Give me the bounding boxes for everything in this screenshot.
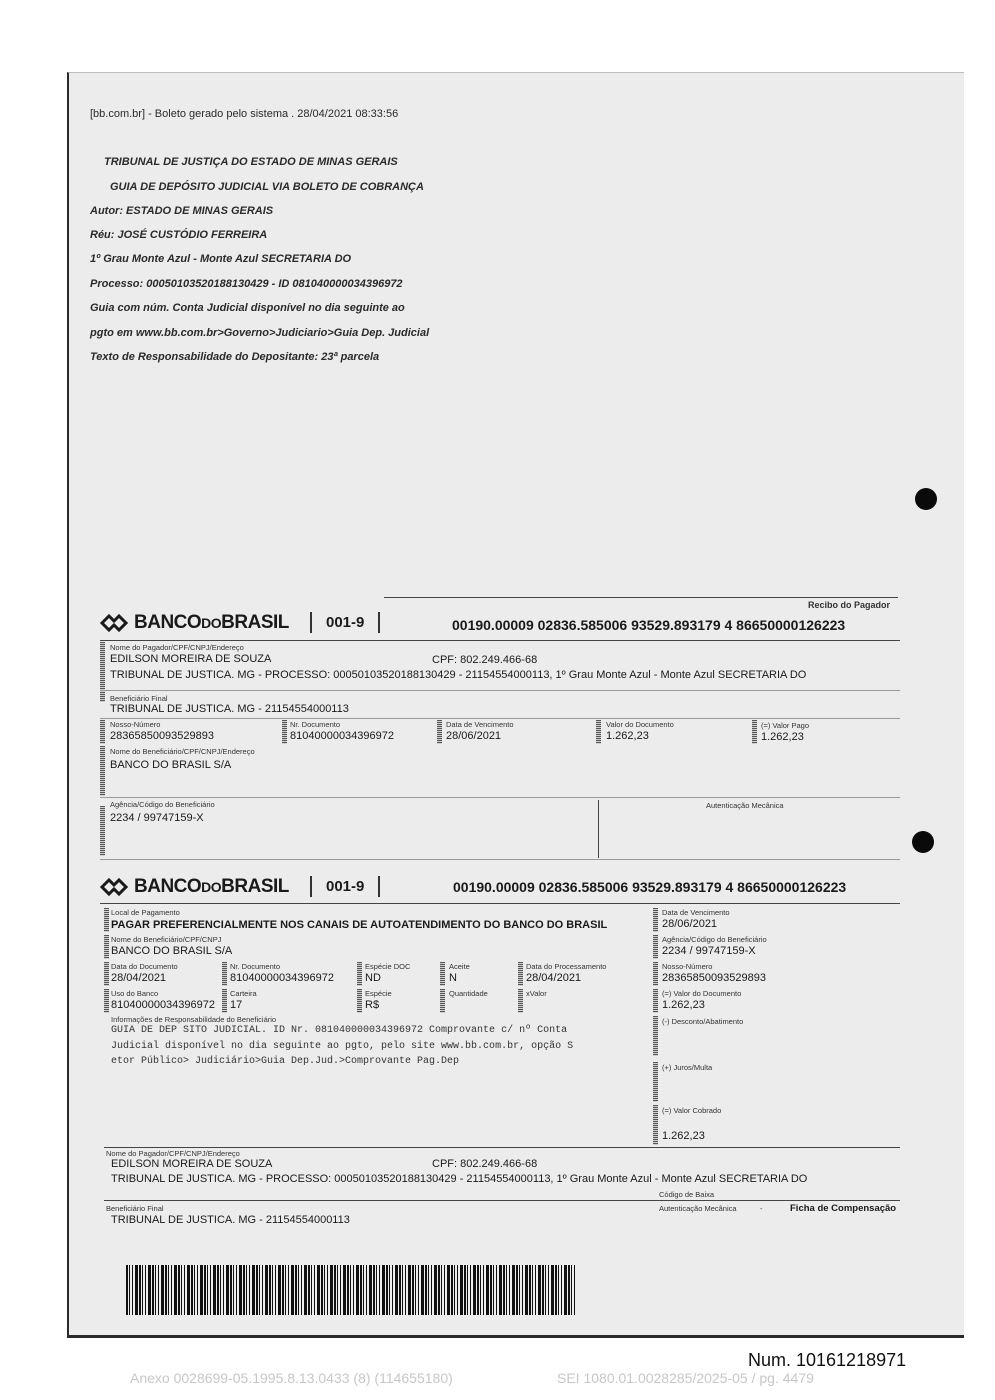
annex-reference: Anexo 0028699-05.1995.8.13.0433 (8) (114655180): [130, 1370, 453, 1386]
slip-info-label: Informações de Responsabilidade do Beneficiário: [111, 1015, 277, 1024]
bank-name-part2: DO: [201, 879, 222, 895]
digitable-line-slip: 00190.00009 02836.585006 93529.893179 4 86650000126223: [453, 879, 847, 895]
receipt-vencimento-label: Data de Vencimento: [446, 720, 514, 729]
header-line-author: Autor: ESTADO DE MINAS GERAIS: [90, 205, 274, 217]
slip-nosso-numero: 28365850093529893: [662, 972, 767, 984]
rule: [100, 690, 900, 691]
rule: [104, 1147, 900, 1148]
slip-payer-label: Nome do Pagador/CPF/CNPJ/Endereço: [106, 1149, 240, 1158]
slip-info-line-1: GUIA DE DEP SITO JUDICIAL. ID Nr. 081040000034396972 Comprovante c/ nº Conta: [111, 1025, 568, 1036]
slip-agency: 2234 / 99747159-X: [662, 945, 756, 957]
receipt-final-beneficiary-label: Beneficiário Final: [110, 694, 168, 703]
slip-desconto-label: (-) Desconto/Abatimento: [662, 1017, 744, 1026]
slip-beneficiary: BANCO DO BRASIL S/A: [111, 945, 233, 957]
rule: [100, 797, 900, 798]
slip-carteira-label: Carteira: [230, 989, 257, 998]
bb-logo-icon: [100, 613, 128, 633]
bank-logo-slip: [100, 876, 289, 898]
slip-local: PAGAR PREFERENCIALMENTE NOS CANAIS DE AUTOATENDIMENTO DO BANCO DO BRASIL: [111, 919, 608, 931]
punch-hole-bottom: [912, 831, 934, 853]
receipt-valor-doc-label: Valor do Documento: [606, 720, 674, 729]
field-marker: [653, 908, 658, 932]
slip-nosso-numero-label: Nosso-Número: [662, 962, 713, 971]
bank-name-part2: DO: [201, 615, 222, 631]
receipt-nosso-numero-label: Nosso-Número: [110, 720, 161, 729]
slip-beneficiary-label: Nome do Beneficiário/CPF/CNPJ: [111, 935, 222, 944]
field-marker: [357, 962, 362, 986]
receipt-beneficiary-label: Nome do Beneficiário/CPF/CNPJ/Endereço: [110, 747, 255, 756]
field-marker: [653, 1105, 658, 1145]
bank-name-part3: BRASIL: [221, 612, 289, 633]
receipt-payer-cpf: CPF: 802.249.466-68: [432, 654, 538, 666]
rule: [104, 1200, 900, 1201]
bank-code-receipt: 001-9: [310, 612, 380, 633]
header-line-jurisdiction: 1º Grau Monte Azul - Monte Azul SECRETARIA DO: [90, 253, 352, 265]
slip-local-label: Local de Pagamento: [111, 908, 180, 917]
slip-especie-doc: ND: [365, 972, 381, 984]
bank-code-slip: 001-9: [310, 876, 380, 897]
divider: [598, 800, 599, 858]
field-marker: [222, 962, 227, 986]
slip-nr-doc-label: Nr. Documento: [230, 962, 281, 971]
slip-xvalor-label: xValor: [526, 989, 547, 998]
header-line-defendant: Réu: JOSÉ CUSTÓDIO FERREIRA: [90, 229, 268, 241]
bank-name-part1: BANCO: [134, 876, 202, 897]
slip-payer-cpf: CPF: 802.249.466-68: [432, 1158, 538, 1170]
field-marker: [104, 962, 109, 986]
slip-valor-doc-label: (=) Valor do Documento: [662, 989, 742, 998]
receipt-payer-name: EDILSON MOREIRA DE SOUZA: [110, 653, 272, 665]
slip-uso-banco: 81040000034396972: [111, 999, 216, 1011]
receipt-valor-pago-label: (=) Valor Pago: [761, 721, 810, 730]
bb-logo-icon: [100, 877, 128, 897]
receipt-valor-pago: 1.262,23: [761, 731, 804, 743]
header-line-court: TRIBUNAL DE JUSTIÇA DO ESTADO DE MINAS GERAIS: [104, 156, 398, 168]
field-marker: [440, 989, 445, 1013]
slip-autenticacao-label: Autenticação Mecânica: [659, 1204, 737, 1213]
receipt-title: Recibo do Pagador: [808, 600, 891, 610]
receipt-nr-documento: 81040000034396972: [290, 730, 395, 742]
slip-codigo-baixa-label: Código de Baixa: [659, 1190, 715, 1199]
field-marker: [518, 989, 523, 1013]
slip-aceite-label: Aceite: [449, 962, 470, 971]
slip-data-proc-label: Data do Processamento: [526, 962, 607, 971]
slip-nr-doc: 81040000034396972: [230, 972, 335, 984]
generated-timestamp: [bb.com.br] - Boleto gerado pelo sistema . 28/04/2021 08:33:56: [90, 108, 399, 120]
receipt-vencimento: 28/06/2021: [446, 730, 502, 742]
header-line-account: Guia com núm. Conta Judicial disponível no dia seguinte ao: [90, 302, 405, 314]
rule: [100, 859, 900, 860]
slip-data-doc: 28/04/2021: [111, 972, 167, 984]
slip-valor-doc: 1.262,23: [662, 999, 705, 1011]
receipt-agency: 2234 / 99747159-X: [110, 812, 204, 824]
header-line-responsibility: Texto de Responsabilidade do Depositante: 23ª parcela: [90, 351, 380, 363]
field-marker: [100, 806, 105, 856]
slip-autenticacao-dash: -: [760, 1204, 763, 1213]
slip-especie-doc-label: Espécie DOC: [365, 962, 411, 971]
slip-payer-name: EDILSON MOREIRA DE SOUZA: [111, 1158, 273, 1170]
field-marker: [653, 1062, 658, 1102]
field-marker: [100, 720, 105, 744]
bank-logo-receipt: [100, 612, 289, 634]
receipt-payer-label: Nome do Pagador/CPF/CNPJ/Endereço: [110, 643, 244, 652]
field-marker: [596, 720, 601, 744]
digitable-line-receipt: 00190.00009 02836.585006 93529.893179 4 86650000126223: [452, 617, 846, 633]
receipt-final-beneficiary: TRIBUNAL DE JUSTICA. MG - 21154554000113: [110, 703, 349, 715]
field-marker: [100, 642, 105, 702]
receipt-top-rule: [384, 597, 898, 598]
header-line-payment-url: pgto em www.bb.com.br>Governo>Judiciario>Guia Dep. Judicial: [90, 327, 430, 339]
header-line-guide: GUIA DE DEPÓSITO JUDICIAL VIA BOLETO DE COBRANÇA: [110, 181, 424, 193]
slip-data-doc-label: Data do Documento: [111, 962, 178, 971]
slip-vencimento-label: Data de Vencimento: [662, 908, 730, 917]
slip-final-beneficiary-label: Beneficiário Final: [106, 1204, 164, 1213]
slip-agency-label: Agência/Código do Beneficiário: [662, 935, 767, 944]
slip-especie-label: Espécie: [365, 989, 392, 998]
field-marker: [518, 962, 523, 986]
receipt-agency-label: Agência/Código do Beneficiário: [110, 800, 215, 809]
rule: [100, 718, 900, 719]
field-marker: [653, 935, 658, 959]
slip-payer-address: TRIBUNAL DE JUSTICA. MG - PROCESSO: 00050103520188130429 - 21154554000113, 1º Grau Monte Azul - Monte Azul SECRETARIA DO: [111, 1173, 808, 1185]
field-marker: [100, 746, 105, 796]
slip-carteira: 17: [230, 999, 243, 1011]
slip-ficha-label: Ficha de Compensação: [790, 1203, 897, 1214]
field-marker: [653, 962, 658, 986]
slip-vencimento: 28/06/2021: [662, 918, 718, 930]
field-marker: [222, 989, 227, 1013]
punch-hole-top: [915, 488, 937, 510]
slip-juros-label: (+) Juros/Multa: [662, 1063, 713, 1072]
receipt-header-rule: [100, 640, 900, 641]
field-marker: [104, 935, 109, 959]
bank-name-part1: BANCO: [134, 612, 202, 633]
slip-especie: R$: [365, 999, 380, 1011]
slip-quantidade-label: Quantidade: [449, 989, 488, 998]
receipt-beneficiary: BANCO DO BRASIL S/A: [110, 759, 232, 771]
slip-final-beneficiary: TRIBUNAL DE JUSTICA. MG - 21154554000113: [111, 1214, 350, 1226]
receipt-autenticacao-label: Autenticação Mecânica: [706, 801, 784, 810]
slip-uso-banco-label: Uso do Banco: [111, 989, 159, 998]
payment-barcode: [126, 1265, 576, 1315]
field-marker: [752, 720, 757, 744]
field-marker: [104, 908, 109, 932]
slip-aceite: N: [449, 972, 457, 984]
field-marker: [440, 962, 445, 986]
slip-cobrado-label: (=) Valor Cobrado: [662, 1106, 722, 1115]
receipt-nr-documento-label: Nr. Documento: [290, 720, 341, 729]
slip-header-rule: [100, 903, 900, 904]
header-line-process: Processo: 00050103520188130429 - ID 081040000034396972: [90, 278, 403, 290]
field-marker: [653, 989, 658, 1013]
receipt-valor-doc: 1.262,23: [606, 730, 649, 742]
field-marker: [104, 989, 109, 1013]
slip-info-line-2: Judicial disponível no dia seguinte ao pgto, pelo site www.bb.com.br, opção S: [111, 1041, 574, 1052]
bank-name-part3: BRASIL: [221, 876, 289, 897]
slip-info-line-3: etor Público> Judiciário>Guia Dep.Jud.>Comprovante Pag.Dep: [111, 1056, 460, 1067]
document-number: Num. 10161218971: [748, 1350, 907, 1370]
sei-reference: SEI 1080.01.0028285/2025-05 / pg. 4479: [557, 1370, 814, 1386]
field-marker: [437, 720, 442, 744]
field-marker: [282, 720, 287, 744]
field-marker: [357, 989, 362, 1013]
receipt-payer-address: TRIBUNAL DE JUSTICA. MG - PROCESSO: 00050103520188130429 - 21154554000113, 1º Grau Monte Azul - Monte Azul SECRETARIA DO: [110, 669, 807, 681]
slip-cobrado: 1.262,23: [662, 1130, 705, 1142]
slip-data-proc: 28/04/2021: [526, 972, 582, 984]
field-marker: [653, 1016, 658, 1056]
receipt-nosso-numero: 28365850093529893: [110, 730, 215, 742]
